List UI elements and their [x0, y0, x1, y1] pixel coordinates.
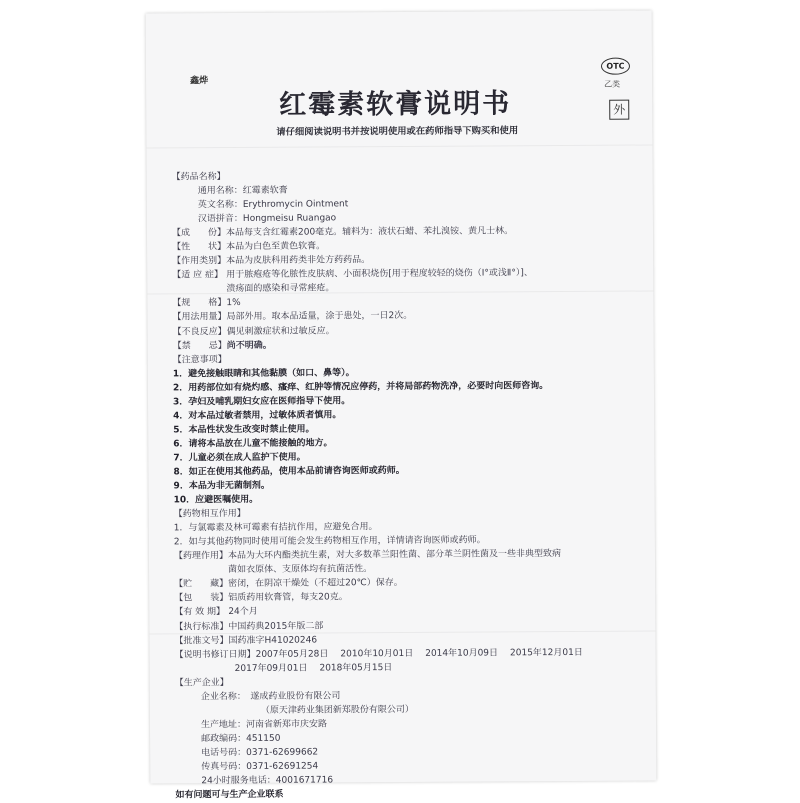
document-subtitle: 请仔细阅读说明书并按说明使用或在药师指导下购买和使用 — [276, 125, 519, 138]
category-text: 本品为皮肤科用药类非处方药药品。 — [226, 255, 371, 267]
revision-label: 【说明书修订日期】 — [174, 649, 256, 660]
precaution-item: 4．对本品过敏者禁用，过敏体质者慎用。 — [173, 410, 342, 422]
interaction-item: 1．与氯霉素及林可霉素有拮抗作用，应避免合用。 — [173, 522, 378, 534]
standard-text: 中国药典2015年版二部 — [228, 620, 324, 632]
revision-date: 2017年09月01日 — [234, 663, 308, 674]
precaution-item: 5．本品性状发生改变时禁止使用。 — [173, 424, 315, 436]
character-label: 【性 状】 — [172, 242, 227, 253]
standard-label: 【执行标准】 — [174, 621, 229, 632]
category-label: 【作用类别】 — [172, 256, 227, 267]
character-text: 本品为白色至黄色软膏。 — [226, 241, 326, 253]
contraindication-text: 尚不明确。 — [226, 340, 272, 351]
indication-text-2: 溃疡面的感染和寻常痤疮。 — [226, 283, 335, 295]
adverse-text: 偶见刺激症状和过敏反应。 — [226, 325, 335, 337]
usage-text: 局部外用。取本品适量，涂于患处，一日2次。 — [226, 311, 413, 323]
package-text: 铝质药用软膏管，每支20克。 — [228, 592, 348, 604]
validity-label: 【有 效 期】 — [174, 607, 226, 618]
package-label: 【包 装】 — [174, 593, 229, 604]
approval-text: 国药准字H41020246 — [228, 635, 318, 646]
precaution-item: 3．孕妇及哺乳期妇女应在医师指导下使用。 — [172, 396, 351, 408]
brand-logo: 鑫烨 — [190, 76, 209, 87]
postcode: 邮政编码：451150 — [201, 733, 281, 745]
approval-label: 【批准文号】 — [174, 635, 229, 646]
english-name: 英文名称：Erythromycin Ointment — [197, 199, 349, 211]
composition-label: 【成 份】 — [171, 228, 227, 239]
validity-text: 24个月 — [228, 607, 258, 618]
interactions-header: 【药物相互作用】 — [173, 509, 246, 520]
revision-date: 2007年05月28日 — [255, 649, 329, 660]
drug-name-header: 【药品名称】 — [171, 172, 226, 183]
pharmacology-label: 【药理作用】 — [173, 551, 229, 562]
revision-date: 2018年05月15日 — [319, 662, 393, 674]
usage-label: 【用法用量】 — [172, 312, 227, 323]
interaction-item: 2．如与其他药物同时使用可能会发生药物相互作用，详情请咨询医师或药师。 — [173, 535, 486, 548]
document-title: 红霉素软膏说明书 — [279, 88, 512, 121]
pharmacology-text-1: 本品为大环内酯类抗生素，对大多数革兰阳性菌、部分革兰阴性菌及一些非典型致病 — [227, 549, 562, 562]
instruction-sheet — [146, 10, 657, 801]
document-body — [172, 168, 646, 803]
spec-label: 【规 格】 — [172, 298, 227, 309]
revision-date: 2015年12月01日 — [509, 647, 583, 658]
manufacturer-header: 【生产企业】 — [174, 677, 229, 689]
precaution-item: 1．避免接触眼睛和其他黏膜（如口、鼻等）。 — [172, 367, 355, 380]
spec-text: 1% — [226, 298, 241, 309]
precaution-item: 7．儿童必须在成人监护下使用。 — [173, 452, 306, 464]
revision-date: 2014年10月09日 — [425, 648, 499, 659]
pharmacology-text-2: 菌如衣原体、支原体均有抗菌活性。 — [228, 564, 373, 576]
otc-class-label: 乙类 — [604, 79, 621, 89]
hotline-number: 24小时服务电话：4001671716 — [201, 775, 334, 787]
precaution-item: 2．用药部位如有烧灼感、瘙痒、红肿等情况应停药，并将局部药物洗净，必要时向医师咨询。 — [172, 380, 549, 394]
otc-badge: OTC — [601, 58, 630, 75]
company-name: 企业名称： 遂成药业股份有限公司 — [200, 691, 341, 702]
composition-text: 本品每支含红霉素200毫克。辅料为：液状石蜡、苯扎溴铵、黄凡士林。 — [225, 226, 514, 239]
fax-number: 传真号码：0371-62691254 — [201, 761, 319, 773]
pinyin-name: 汉语拼音：Hongmeisu Ruangao — [197, 213, 337, 225]
indication-label: 【适 应 症】 — [172, 270, 224, 281]
storage-label: 【贮 藏】 — [174, 579, 229, 590]
precaution-item: 9．本品为非无菌制剂。 — [173, 480, 270, 492]
former-company-name: （原天津药业集团新郑股份有限公司） — [260, 704, 414, 716]
generic-name: 通用名称：红霉素软膏 — [197, 185, 288, 197]
indication-text-1: 用于脓疱疮等化脓性皮肤病、小面积烧伤[用于程度较轻的烧伤（Ⅰ°或浅Ⅱ°）]、 — [226, 268, 533, 281]
contraindication-label: 【禁 忌】 — [172, 340, 227, 351]
precaution-item: 10．应避医嘱使用。 — [173, 494, 259, 506]
precaution-item: 6．请将本品放在儿童不能接触的地方。 — [173, 438, 333, 450]
phone-number: 电话号码：0371-62699662 — [201, 747, 319, 759]
revision-date: 2010年10月01日 — [340, 648, 414, 659]
fold-line — [146, 144, 652, 148]
precautions-header: 【注意事项】 — [172, 354, 227, 366]
precaution-item: 8．如正在使用其他药品，使用本品前请咨询医师或药师。 — [173, 465, 405, 478]
production-address: 生产地址：河南省新郑市庆安路 — [200, 719, 328, 731]
external-use-mark: 外 — [609, 100, 629, 120]
adverse-label: 【不良反应】 — [172, 326, 227, 337]
contact-footer: 如有问题可与生产企业联系 — [175, 789, 284, 801]
storage-text: 密闭，在阴凉干燥处（不超过20℃）保存。 — [228, 578, 403, 590]
